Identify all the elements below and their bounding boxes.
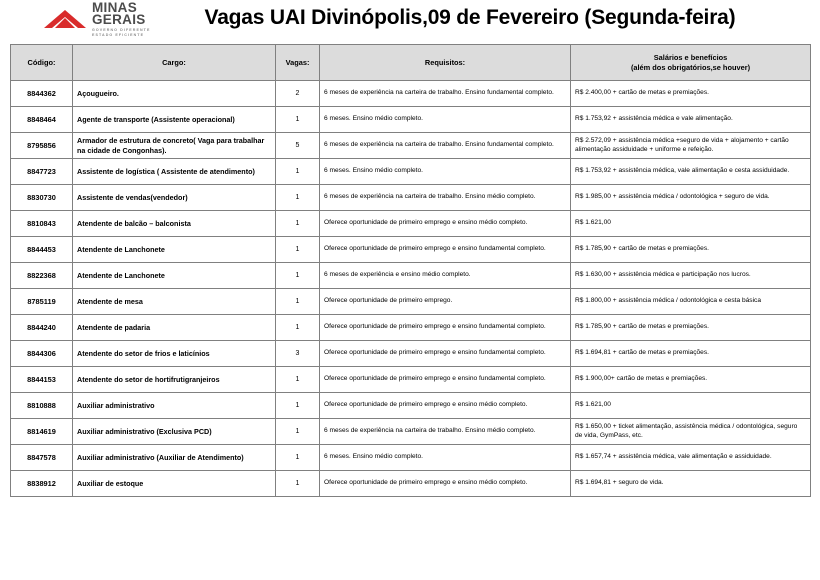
cell-cargo: Atendente de padaria — [73, 315, 276, 341]
cell-vagas: 1 — [276, 289, 320, 315]
cell-vagas: 5 — [276, 133, 320, 159]
cell-cargo: Atendente de Lanchonete — [73, 237, 276, 263]
cell-codigo: 8795856 — [11, 133, 73, 159]
cell-cargo: Auxiliar de estoque — [73, 471, 276, 497]
cell-requisitos: Oferece oportunidade de primeiro emprego e ensino fundamental completo. — [320, 315, 571, 341]
cell-requisitos: 6 meses de experiência na carteira de trabalho. Ensino fundamental completo. — [320, 81, 571, 107]
table-row — [11, 133, 811, 159]
table-row — [11, 445, 811, 471]
cell-salario: R$ 1.694,81 + seguro de vida. — [571, 471, 811, 497]
cell-cargo: Atendente do setor de hortifrutigranjeiros — [73, 367, 276, 393]
cell-salario: R$ 2.572,09 + assistência médica +seguro de vida + alojamento + cartão alimentação assiduidade + uniforme e refeição. — [571, 133, 811, 159]
cell-requisitos: 6 meses de experiência na carteira de trabalho. Ensino médio completo. — [320, 185, 571, 211]
cell-cargo: Auxiliar administrativo — [73, 393, 276, 419]
logo-tagline — [92, 29, 150, 37]
table-row — [11, 159, 811, 185]
cell-cargo: Agente de transporte (Assistente operacional) — [73, 107, 276, 133]
cell-vagas: 1 — [276, 263, 320, 289]
vagas-table-container — [10, 44, 810, 497]
table-row — [11, 107, 811, 133]
cell-requisitos: Oferece oportunidade de primeiro emprego e ensino fundamental completo. — [320, 341, 571, 367]
table-row — [11, 81, 811, 107]
cell-cargo: Atendente de balcão – balconista — [73, 211, 276, 237]
vagas-table — [10, 44, 811, 497]
cell-vagas: 1 — [276, 471, 320, 497]
cell-salario: R$ 1.800,00 + assistência médica / odontológica e cesta básica — [571, 289, 811, 315]
cell-codigo: 8847578 — [11, 445, 73, 471]
cell-requisitos: 6 meses. Ensino médio completo. — [320, 445, 571, 471]
table-row — [11, 263, 811, 289]
cell-cargo: Atendente de mesa — [73, 289, 276, 315]
cell-salario: R$ 1.785,90 + cartão de metas e premiações. — [571, 315, 811, 341]
logo-tagline-line1: GOVERNO DIFERENTE — [92, 27, 151, 32]
cell-cargo: Auxiliar administrativo (Auxiliar de Atendimento) — [73, 445, 276, 471]
cell-vagas: 1 — [276, 419, 320, 445]
cell-vagas: 1 — [276, 445, 320, 471]
cell-codigo: 8830730 — [11, 185, 73, 211]
cell-vagas: 1 — [276, 367, 320, 393]
table-row — [11, 393, 811, 419]
table-row — [11, 315, 811, 341]
cell-vagas: 1 — [276, 159, 320, 185]
table-header-row — [11, 45, 811, 81]
cell-requisitos: 6 meses de experiência na carteira de trabalho. Ensino médio completo. — [320, 419, 571, 445]
cell-codigo: 8844306 — [11, 341, 73, 367]
column-header-salario — [571, 45, 811, 81]
cell-codigo: 8814619 — [11, 419, 73, 445]
cell-salario: R$ 2.400,00 + cartão de metas e premiações. — [571, 81, 811, 107]
cell-cargo: Assistente de logística ( Assistente de atendimento) — [73, 159, 276, 185]
table-body — [11, 81, 811, 497]
cell-cargo: Atendente de Lanchonete — [73, 263, 276, 289]
cell-codigo: 8844240 — [11, 315, 73, 341]
cell-requisitos: 6 meses. Ensino médio completo. — [320, 159, 571, 185]
cell-cargo: Auxiliar administrativo (Exclusiva PCD) — [73, 419, 276, 445]
column-header-salario-line1: Salários e benefícios — [653, 53, 728, 63]
cell-vagas: 1 — [276, 237, 320, 263]
cell-salario: R$ 1.753,92 + assistência médica, vale alimentação e cesta assiduidade. — [571, 159, 811, 185]
logo-line-gerais: GERAIS — [92, 12, 146, 28]
cell-cargo: Açougueiro. — [73, 81, 276, 107]
cell-codigo: 8848464 — [11, 107, 73, 133]
cell-requisitos: 6 meses de experiência na carteira de trabalho. Ensino fundamental completo. — [320, 133, 571, 159]
column-header-cargo: Cargo: — [73, 45, 276, 81]
cell-requisitos: Oferece oportunidade de primeiro emprego e ensino médio completo. — [320, 393, 571, 419]
logo-tagline-line2: ESTADO EFICIENTE — [92, 32, 145, 37]
cell-vagas: 2 — [276, 81, 320, 107]
cell-salario: R$ 1.657,74 + assistência médica, vale alimentação e assiduidade. — [571, 445, 811, 471]
table-row — [11, 237, 811, 263]
cell-salario: R$ 1.900,00+ cartão de metas e premiações. — [571, 367, 811, 393]
cell-codigo: 8822368 — [11, 263, 73, 289]
cell-codigo: 8847723 — [11, 159, 73, 185]
cell-vagas: 1 — [276, 393, 320, 419]
cell-requisitos: Oferece oportunidade de primeiro emprego. — [320, 289, 571, 315]
cell-requisitos: Oferece oportunidade de primeiro emprego e ensino fundamental completo. — [320, 237, 571, 263]
cell-salario: R$ 1.694,81 + cartão de metas e premiações. — [571, 341, 811, 367]
cell-codigo: 8844453 — [11, 237, 73, 263]
cell-requisitos: 6 meses de experiência e ensino médio completo. — [320, 263, 571, 289]
cell-vagas: 3 — [276, 341, 320, 367]
table-row — [11, 419, 811, 445]
column-header-vagas: Vagas: — [276, 45, 320, 81]
cell-salario: R$ 1.621,00 — [571, 393, 811, 419]
cell-requisitos: Oferece oportunidade de primeiro emprego e ensino médio completo. — [320, 471, 571, 497]
table-header — [11, 45, 811, 81]
cell-requisitos: 6 meses. Ensino médio completo. — [320, 107, 571, 133]
cell-salario: R$ 1.785,90 + cartão de metas e premiações. — [571, 237, 811, 263]
column-header-salario-line2: (além dos obrigatórios,se houver) — [630, 62, 751, 72]
table-row — [11, 289, 811, 315]
table-row — [11, 211, 811, 237]
cell-salario: R$ 1.630,00 + assistência médica e participação nos lucros. — [571, 263, 811, 289]
cell-requisitos: Oferece oportunidade de primeiro emprego e ensino fundamental completo. — [320, 367, 571, 393]
cell-vagas: 1 — [276, 185, 320, 211]
cell-codigo: 8810843 — [11, 211, 73, 237]
cell-salario: R$ 1.985,00 + assistência médica / odontológica + seguro de vida. — [571, 185, 811, 211]
cell-codigo: 8810888 — [11, 393, 73, 419]
cell-codigo: 8844362 — [11, 81, 73, 107]
table-row — [11, 185, 811, 211]
column-header-requisitos: Requisitos: — [320, 45, 571, 81]
cell-codigo: 8785119 — [11, 289, 73, 315]
cell-vagas: 1 — [276, 107, 320, 133]
table-row — [11, 471, 811, 497]
cell-vagas: 1 — [276, 315, 320, 341]
cell-cargo: Armador de estrutura de concreto( Vaga para trabalhar na cidade de Congonhas). — [73, 133, 276, 159]
page-title: Vagas UAI Divinópolis,09 de Fevereiro (Segunda-feira) — [204, 6, 736, 29]
cell-cargo: Atendente do setor de frios e laticínios — [73, 341, 276, 367]
cell-salario: R$ 1.621,00 — [571, 211, 811, 237]
cell-codigo: 8844153 — [11, 367, 73, 393]
cell-codigo: 8838912 — [11, 471, 73, 497]
cell-vagas: 1 — [276, 211, 320, 237]
table-row — [11, 341, 811, 367]
column-header-codigo: Código: — [11, 45, 73, 81]
cell-requisitos: Oferece oportunidade de primeiro emprego e ensino médio completo. — [320, 211, 571, 237]
cell-salario: R$ 1.753,92 + assistência médica e vale alimentação. — [571, 107, 811, 133]
document-header — [0, 0, 820, 44]
cell-salario: R$ 1.650,00 + ticket alimentação, assistência médica / odontológica, seguro de vida, GymPass, etc. — [571, 419, 811, 445]
logo-line-minas: MINAS — [92, 0, 137, 15]
table-row — [11, 367, 811, 393]
cell-cargo: Assistente de vendas(vendedor) — [73, 185, 276, 211]
